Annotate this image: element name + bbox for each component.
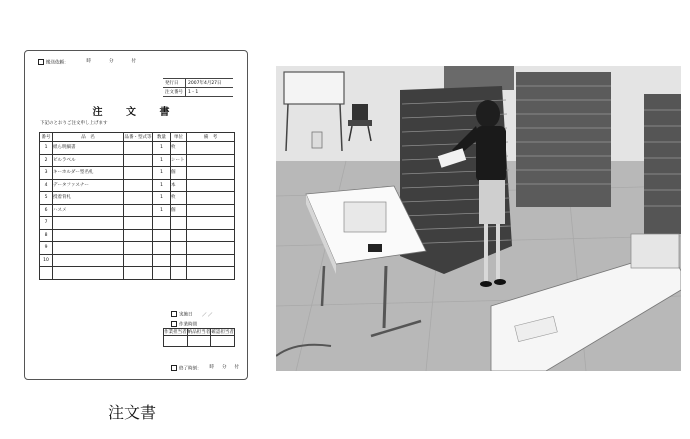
date-slashes: ／ ／ <box>201 312 213 318</box>
approve-label-delivery: 納品担当者 <box>187 329 211 335</box>
document-title: 注 文 書 <box>92 107 180 118</box>
date-row <box>163 79 233 88</box>
table-row: 1 紙ら明細書 1 枚 <box>40 142 235 155</box>
table-row: 6 ハスメ 1 個 <box>40 204 235 217</box>
order-form <box>24 50 248 380</box>
col-header-notes: 備 考 <box>187 133 235 142</box>
table-row: 8 <box>40 229 235 242</box>
header-hour: 時 <box>86 59 91 64</box>
checkbox-icon <box>171 365 177 371</box>
form-header-line <box>38 59 136 66</box>
table-row: 4 データファスナー 1 本 <box>40 179 235 192</box>
date-value: 2007年4月27日 <box>188 80 222 86</box>
col-header-name: 品 名 <box>53 133 124 142</box>
checkbox-icon <box>38 59 44 65</box>
date-key: 発行日 <box>163 79 186 87</box>
header-label: 搬送依頼： <box>46 60 69 66</box>
footer-minute: 分 <box>222 365 227 370</box>
issue-date-box <box>163 78 233 97</box>
warehouse-photo <box>276 66 681 371</box>
table-row: 10 <box>40 254 235 267</box>
footer-hour: 時 <box>209 365 214 370</box>
table-row: 9 <box>40 242 235 255</box>
col-header-quantity: 数量 <box>153 133 171 142</box>
document-subtitle: 下記のとおりご注文申し上げます <box>40 121 108 126</box>
table-row: 3 キーホルダー型名札 1 個 <box>40 167 235 180</box>
approve-label-check: 確認担当者 <box>211 329 234 335</box>
check-label-date: 実施日 <box>179 312 193 318</box>
col-header-unit: 単位 <box>171 133 187 142</box>
header-minute: 分 <box>109 59 114 64</box>
table-row <box>40 267 235 280</box>
checkbox-icon <box>171 311 177 317</box>
form-caption: 注文書 <box>108 403 157 422</box>
approval-stamp-table <box>163 328 235 347</box>
order-number-row <box>163 88 233 97</box>
check-label-time: 作業時間 <box>179 322 197 327</box>
table-row: 7 <box>40 217 235 230</box>
order-number-key: 注文番号 <box>163 88 186 96</box>
approve-label-worker: 作業担当者 <box>164 329 187 335</box>
table-row: 5 授着背札 1 枚 <box>40 192 235 205</box>
table-row: 2 ビルラベル 1 シート <box>40 154 235 167</box>
footer-tail: 付 <box>234 365 239 370</box>
checkbox-icon <box>171 321 177 327</box>
order-number-value: 1 - 1 <box>188 89 199 95</box>
form-footer-line <box>171 365 239 372</box>
footer-label: 終了時刻： <box>179 366 202 372</box>
col-header-number: 番号 <box>41 134 51 140</box>
col-header-model: 品番・型式等 <box>124 134 152 140</box>
header-tail: 付 <box>131 59 136 64</box>
table-header-row <box>40 133 235 142</box>
order-items-table <box>39 132 235 280</box>
